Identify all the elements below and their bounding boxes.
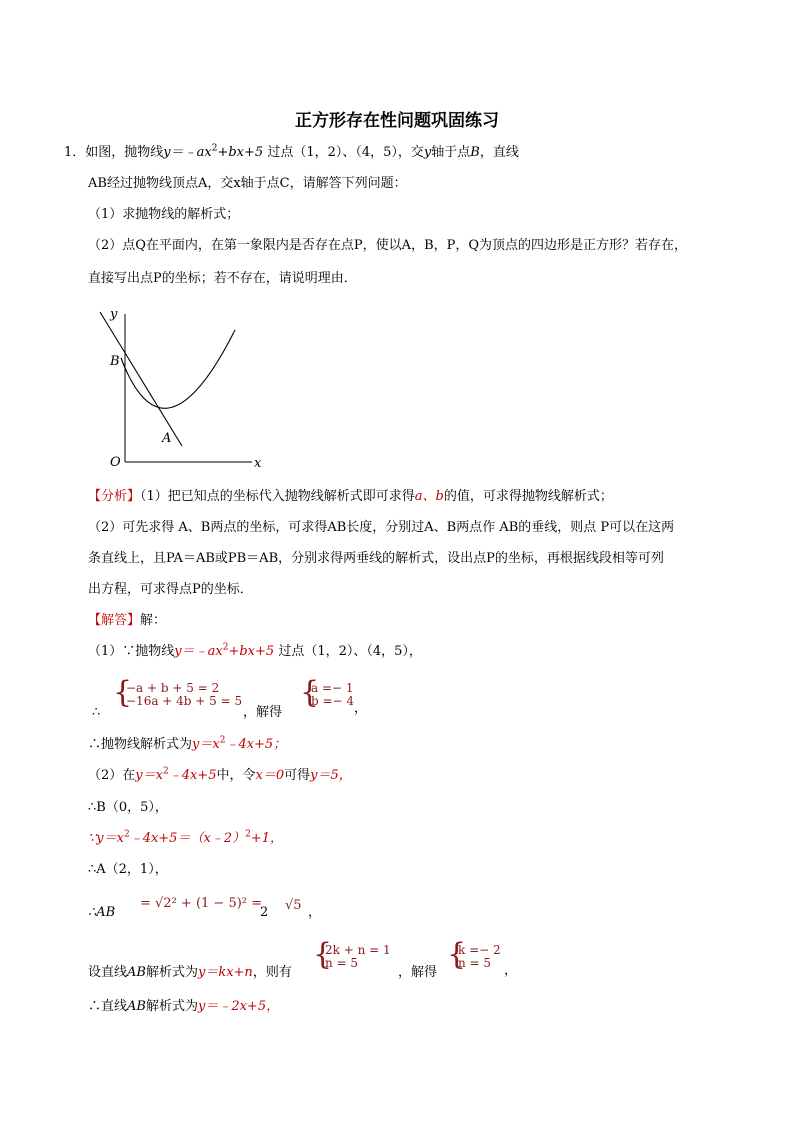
analysis-tag: 【分析】: [88, 489, 141, 504]
q1-equation-2: +bx+5: [217, 145, 264, 160]
s3-eq2: ﹣4x+5: [168, 768, 217, 783]
s5-sup2: 2: [245, 829, 251, 840]
system-1-row-2: −16a + 4b + 5 = 5: [126, 694, 243, 708]
q1-equation: y＝﹣ax: [163, 145, 212, 160]
s5-eq: ∵y＝x: [88, 831, 124, 846]
ab-length-root: √5: [285, 898, 302, 913]
s1-text-b: 过点（1，2）、（4，5），: [278, 644, 422, 659]
answer-step-2: [88, 736, 286, 754]
solve-text-1: ，解得: [243, 705, 283, 720]
s8-text-b: 解析式为: [145, 965, 198, 980]
brace-3: {: [313, 937, 333, 972]
system-3: [325, 944, 391, 970]
q1-text: 如图，抛物线: [85, 145, 164, 160]
q1-text-c: 轴于点: [431, 145, 471, 160]
brace-1: {: [113, 675, 133, 710]
point-b-label: B: [110, 354, 120, 369]
ab-length-coefficient: 2: [260, 905, 269, 920]
line-ab: [100, 312, 182, 446]
s9-text-b: 解析式为: [145, 999, 198, 1014]
analysis-line-1: [88, 488, 613, 506]
analysis-ab: a、b: [414, 489, 444, 504]
analysis-text-b: 的值，可求得抛物线解析式；: [443, 489, 613, 504]
question-1-part-1: （1）求抛物线的解析式；: [88, 207, 240, 222]
s3-x: x＝0: [255, 768, 285, 783]
system-4-row-1: k =− 2: [458, 943, 501, 957]
brace-4: {: [447, 937, 467, 972]
answer-step-9: [88, 998, 279, 1016]
question-1-part-2-line-1: （2）点Q在平面内，在第一象限内是否存在点P，使以A，B，P，Q为顶点的四边形是正方形？若存在，: [88, 238, 688, 253]
s3-text-d: 可得: [284, 768, 311, 783]
q1-sup: 2: [211, 143, 218, 154]
comma-3: ，: [504, 963, 518, 978]
ab-length-expression: = √2² + (1 − 5)² =: [140, 896, 263, 911]
s8-text: 设直线: [88, 965, 128, 980]
q1-text-d: ，直线: [479, 145, 519, 160]
s2-eq2: ﹣4x+5；: [225, 737, 287, 752]
s5-eq-c: +1，: [250, 831, 283, 846]
s8-text-c: ，则有: [252, 965, 292, 980]
question-1-line-1: [64, 144, 519, 162]
s3-eq: y＝x: [135, 768, 163, 783]
q1-text-b: 过点（1，2）、（4，5），交: [267, 145, 424, 160]
s1-eq: y＝﹣ax: [174, 644, 223, 659]
analysis-line-4: 出方程，可求得点P的坐标．: [88, 582, 253, 597]
s9-eq: y＝﹣2x+5，: [197, 999, 280, 1014]
analysis-line-2: （2）可先求得 A、B两点的坐标，可求得AB长度，分别过A、B两点作 AB的垂线，则点 P可以在这两: [88, 520, 675, 535]
answer-step-6: ∴A（2，1），: [88, 862, 168, 877]
s3-y: y＝5，: [310, 768, 352, 783]
s1-text: （1）∵抛物线: [88, 644, 175, 659]
s9-ab: AB: [127, 999, 146, 1014]
comma-1: ，: [354, 701, 368, 716]
origin-label: O: [110, 455, 121, 470]
answer-step-7-label: [88, 904, 115, 922]
question-1-line-2: AB经过抛物线顶点A，交x轴于点C，请解答下列问题：: [88, 176, 407, 191]
s3-text: （2）在: [88, 768, 136, 783]
analysis-text: （1）把已知点的坐标代入抛物线解析式即可求得: [140, 489, 415, 504]
system-2-row-1: a =− 1: [311, 681, 354, 695]
system-3-row-1: 2k + n = 1: [325, 943, 391, 957]
answer-step-3: [88, 767, 352, 785]
s3-sup: 2: [162, 766, 169, 777]
parabola-figure: [90, 300, 270, 475]
system-4-row-2: n = 5: [458, 956, 492, 970]
s2-text: ∴抛物线解析式为: [88, 737, 193, 752]
s2-eq: y＝x: [192, 737, 220, 752]
answer-tag: 【解答】: [88, 613, 141, 628]
s7-ab: ∴AB: [88, 905, 116, 920]
answer-step-8: [88, 964, 292, 982]
answer-step-1: [88, 643, 422, 661]
brace-2: {: [300, 675, 320, 710]
s2-sup: 2: [219, 735, 226, 746]
answer-step-5: [88, 830, 283, 848]
system-4: [458, 944, 501, 970]
parabola-curve: [121, 330, 235, 408]
system-1-row-1: −a + b + 5 = 2: [126, 681, 220, 695]
s9-text: ∴直线: [88, 999, 128, 1014]
answer-step-4: ∴B（0，5），: [88, 800, 168, 815]
s5-eq-b: ﹣4x+5＝（x﹣2）: [129, 831, 246, 846]
analysis-line-3: 条直线上，且PA＝AB或PB＝AB，分别求得两垂线的解析式，设出点P的坐标，再根据线段相等可列: [88, 551, 664, 566]
system-1: [126, 682, 242, 708]
question-number: 1．: [64, 145, 86, 160]
s8-eq: y＝kx+n: [197, 965, 253, 980]
system-2-row-2: b =− 4: [311, 694, 355, 708]
comma-2: ，: [308, 905, 322, 920]
page-title: 正方形存在性问题巩固练习: [295, 111, 499, 131]
x-axis-label: x: [254, 456, 262, 471]
solve-text-2: ，解得: [398, 965, 438, 980]
y-axis-label: y: [110, 307, 118, 322]
s8-ab: AB: [127, 965, 146, 980]
system-2: [311, 682, 354, 708]
point-a-label: A: [162, 431, 172, 446]
s1-sup: 2: [222, 642, 229, 653]
q1-B: B: [470, 145, 480, 160]
answer-tag-after: 解：: [140, 613, 167, 628]
answer-header: [88, 612, 166, 630]
therefore-1: ∴: [92, 705, 101, 720]
system-3-row-2: n = 5: [325, 956, 359, 970]
question-1-part-2-line-2: 直接写出点P的坐标；若不存在，请说明理由．: [88, 271, 357, 286]
s1-eq2: +bx+5: [228, 644, 275, 659]
q1-y: y: [423, 145, 432, 160]
s3-text-b: 中，令: [216, 768, 256, 783]
s5-sup: 2: [123, 829, 130, 840]
